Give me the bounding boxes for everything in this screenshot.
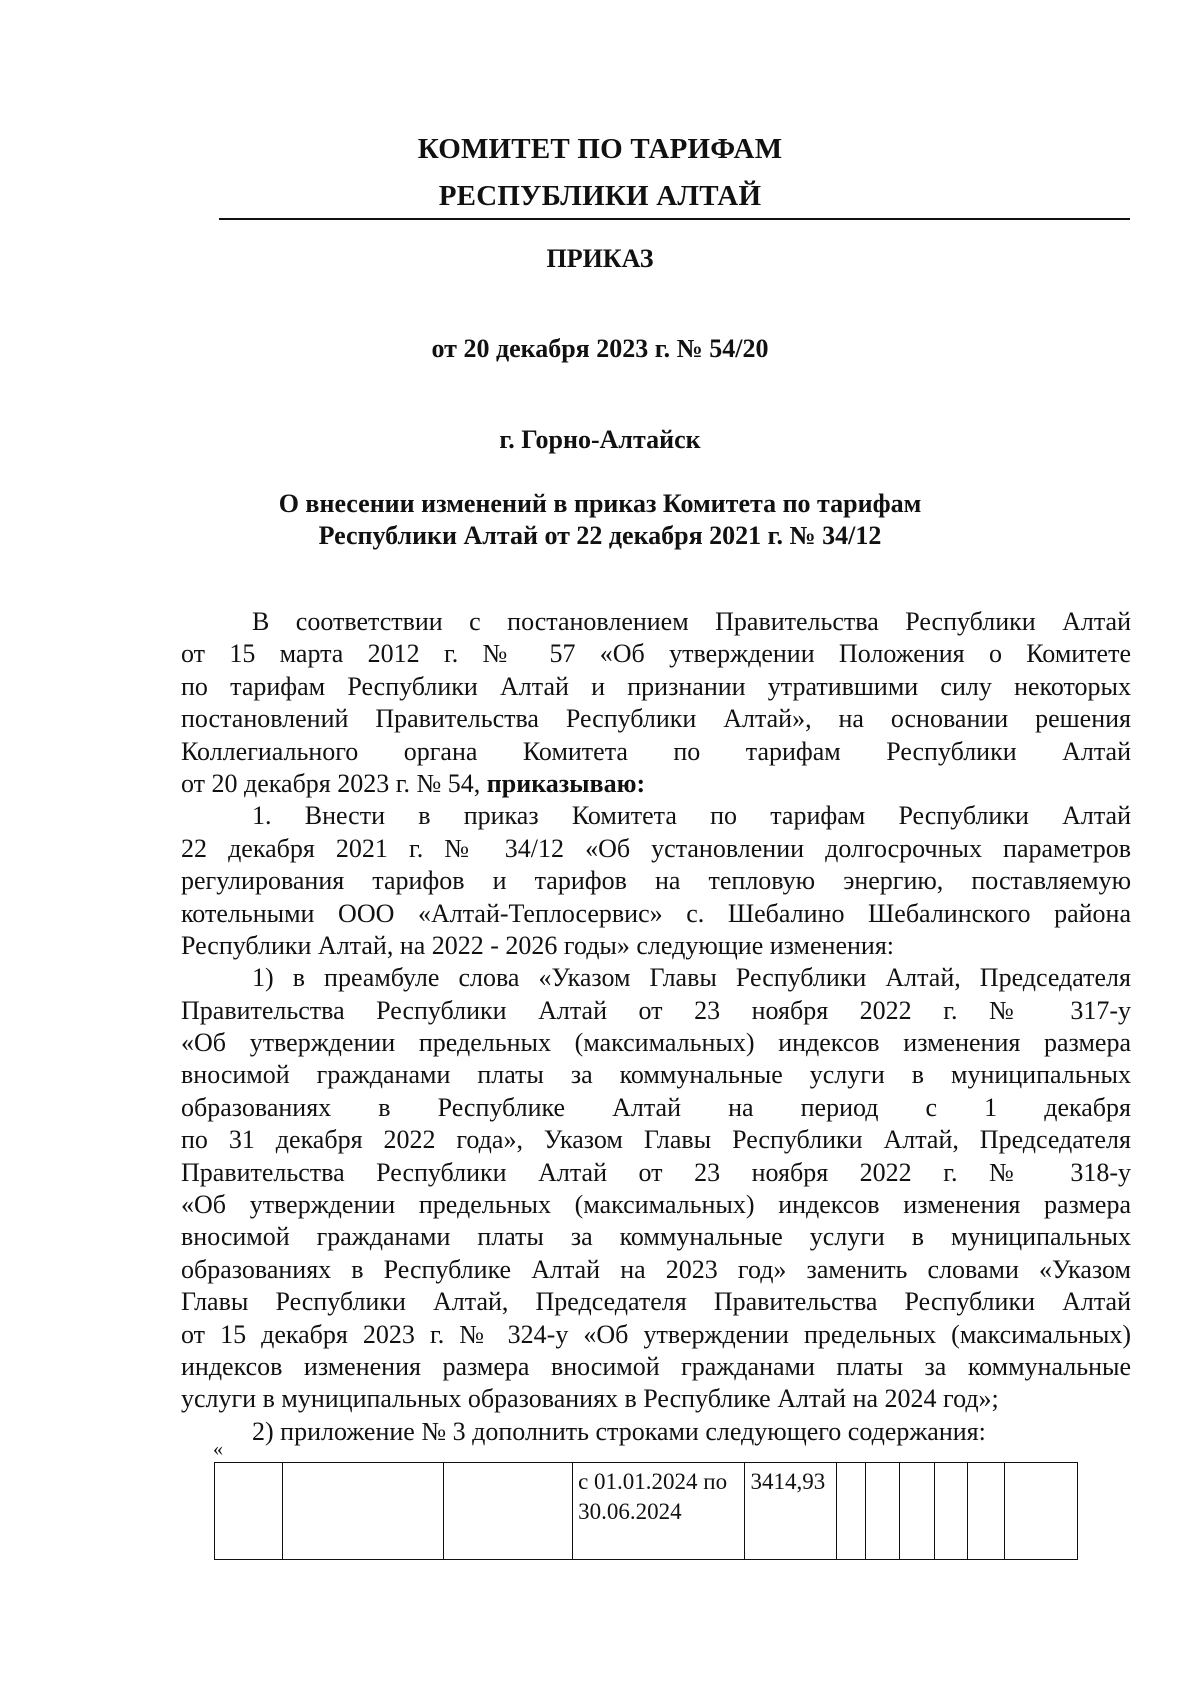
- body-line: «Об утверждении предельных (максимальных) индексов изменения размера: [181, 1190, 1131, 1220]
- table-cell: [865, 1463, 900, 1560]
- body-line: регулирования тарифов и тарифов на тепловую энергию, поставляемую: [181, 866, 1131, 896]
- org-name-line1: КОМИТЕТ ПО ТАРИФАМ: [417, 133, 783, 165]
- body-line: образованиях в Республике Алтай на период с 1 декабря: [181, 1092, 1131, 1122]
- body-line: вносимой гражданами платы за коммунальные услуги в муниципальных: [181, 1060, 1131, 1090]
- appendix-open-quote: «: [213, 1438, 223, 1460]
- table-cell-tariff: 3414,93: [745, 1463, 836, 1560]
- table-cell: [836, 1463, 865, 1560]
- body-line: образованиях в Республике Алтай на 2023 год» заменить словами «Указом: [181, 1254, 1131, 1284]
- body-line: Правительства Республики Алтай от 23 ноября 2022 г. № 318-у: [181, 1157, 1131, 1187]
- body-line: В соответствии с постановлением Правительства Республики Алтай: [252, 607, 1131, 636]
- document-type: ПРИКАЗ: [546, 244, 654, 273]
- body-line: услуги в муниципальных образованиях в Республике Алтай на 2024 год»;: [181, 1384, 999, 1414]
- table-cell: [968, 1463, 1005, 1560]
- body-line: «Об утверждении предельных (максимальных) индексов изменения размера: [181, 1028, 1131, 1058]
- org-name-line2: РЕСПУБЛИКИ АЛТАЙ: [438, 180, 762, 212]
- body-line: по 31 декабря 2022 года», Указом Главы Республики Алтай, Председателя: [181, 1125, 1131, 1155]
- table-cell: [282, 1463, 443, 1560]
- document-body: [181, 606, 1131, 1448]
- table-cell: [1005, 1463, 1078, 1560]
- appendix-table: [214, 1462, 1078, 1560]
- body-line: 2) приложение № 3 дополнить строками следующего содержания:: [252, 1416, 986, 1446]
- body-line-text: от 20 декабря 2023 г. № 54,: [181, 768, 481, 798]
- document-date-number: от 20 декабря 2023 г. № 54/20: [431, 334, 769, 363]
- subject-line-2: Республики Алтай от 22 декабря 2021 г. № 34/12: [318, 521, 882, 550]
- table-cell: [900, 1463, 935, 1560]
- table-cell-period: с 01.01.2024 по 30.06.2024: [573, 1463, 745, 1560]
- table-cell: [215, 1463, 283, 1560]
- body-line: котельными ООО «Алтай-Теплосервис» с. Шебалино Шебалинского района: [181, 898, 1131, 928]
- body-line: индексов изменения размера вносимой гражданами платы за коммунальные: [181, 1351, 1131, 1381]
- order-word: приказываю:: [486, 768, 646, 798]
- body-line: постановлений Правительства Республики Алтай», на основании решения: [181, 704, 1131, 734]
- table-cell: [935, 1463, 968, 1560]
- body-line: Правительства Республики Алтай от 23 ноября 2022 г. № 317-у: [181, 995, 1131, 1025]
- body-line: от 15 декабря 2023 г. № 324-у «Об утверждении предельных (максимальных): [181, 1319, 1131, 1349]
- document-city: г. Горно-Алтайск: [499, 425, 701, 454]
- body-line: по тарифам Республики Алтай и признании утратившими силу некоторых: [181, 671, 1131, 701]
- body-line: 1) в преамбуле слова «Указом Главы Республики Алтай, Председателя: [252, 963, 1131, 993]
- header-divider: [219, 218, 1130, 220]
- body-line: Главы Республики Алтай, Председателя Правительства Республики Алтай: [181, 1287, 1131, 1317]
- body-line: Республики Алтай, на 2022 - 2026 годы» следующие изменения:: [181, 930, 895, 960]
- body-line: от 15 марта 2012 г. № 57 «Об утверждении Положения о Комитете: [181, 639, 1131, 669]
- body-line: 22 декабря 2021 г. № 34/12 «Об установлении долгосрочных параметров: [181, 833, 1131, 863]
- table-row: [215, 1463, 1078, 1560]
- subject-line-1: О внесении изменений в приказ Комитета по тарифам: [278, 489, 922, 518]
- table-cell: [443, 1463, 572, 1560]
- body-line: Коллегиального органа Комитета по тарифам Республики Алтай: [181, 736, 1131, 766]
- body-line: [181, 768, 1131, 800]
- body-line: вносимой гражданами платы за коммунальные услуги в муниципальных: [181, 1222, 1131, 1252]
- body-line: 1. Внести в приказ Комитета по тарифам Республики Алтай: [252, 801, 1131, 831]
